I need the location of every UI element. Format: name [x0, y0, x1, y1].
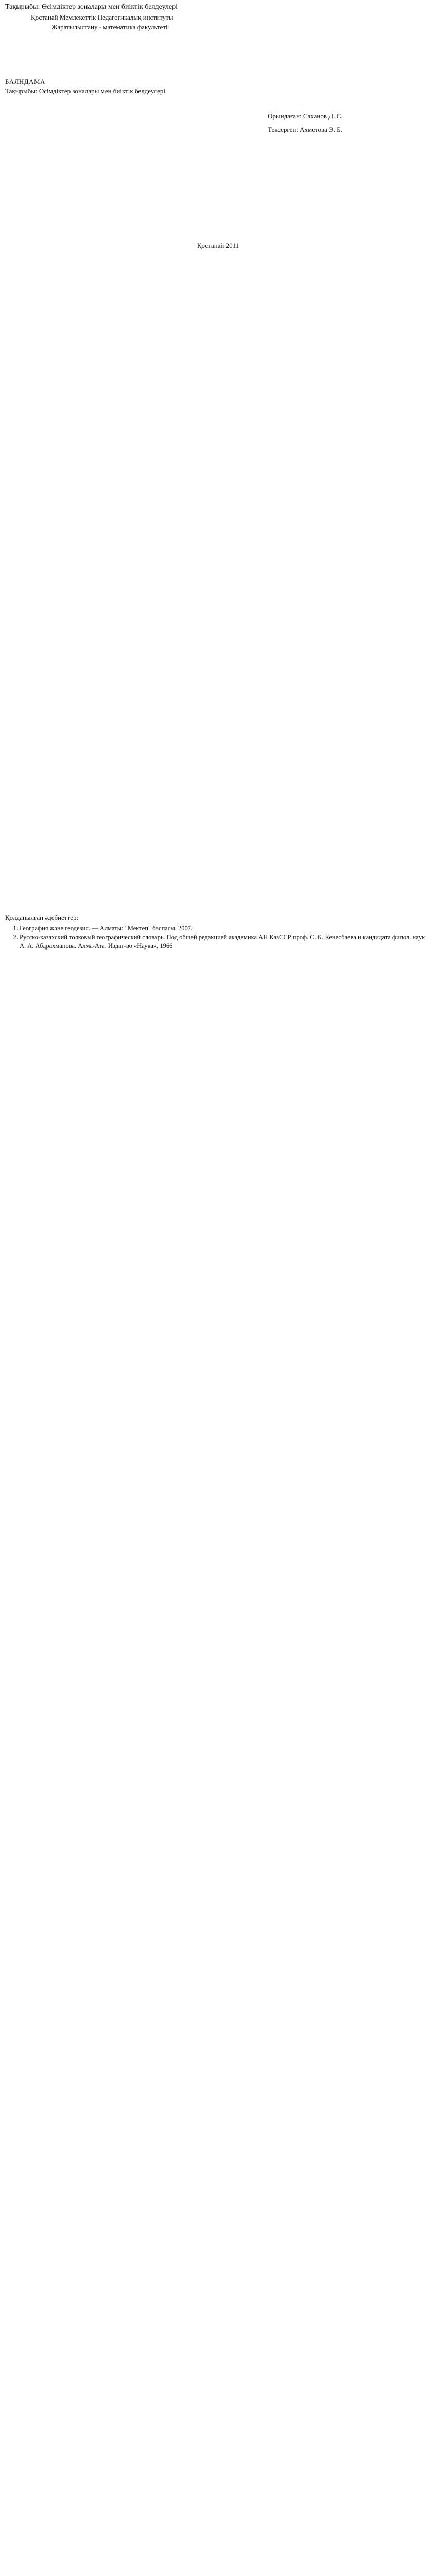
body-paragraph — [5, 805, 431, 814]
body-paragraph — [5, 256, 431, 265]
references-heading: Қолданылған әдебиеттер: — [5, 913, 79, 921]
document-topic-header: Тақырыбы: Өсімдіктер зоналары мен биіктік белдеулері — [5, 3, 178, 11]
body-paragraph — [5, 751, 431, 760]
body-paragraph — [5, 389, 431, 399]
body-paragraph — [5, 724, 431, 734]
body-paragraph — [5, 497, 431, 506]
body-paragraph — [5, 590, 431, 600]
body-paragraph — [5, 738, 431, 747]
reference-item: 1. География және геодезия. — Алматы: "Мектеп" баспасы, 2007. — [20, 924, 431, 933]
body-paragraph — [5, 403, 431, 412]
body-paragraph — [5, 323, 431, 332]
body-paragraph — [5, 443, 431, 452]
faculty-name: Жаратылыстану - математика факультеті — [51, 23, 168, 31]
body-paragraph — [5, 631, 431, 640]
body-paragraph — [5, 872, 431, 881]
body-paragraph — [5, 778, 431, 787]
body-paragraph — [5, 456, 431, 466]
body-paragraph — [5, 349, 431, 359]
body-paragraph — [5, 296, 431, 305]
document-type: БАЯНДАМА — [5, 78, 45, 86]
references-section — [5, 913, 431, 951]
institution-name: Қостанай Мемлекеттік Педагогикалық институты — [31, 13, 173, 21]
body-paragraph — [5, 765, 431, 774]
body-paragraph — [5, 363, 431, 372]
body-paragraph — [5, 577, 431, 586]
body-paragraph — [5, 550, 431, 560]
authors-block — [5, 111, 431, 135]
body-paragraph — [5, 791, 431, 801]
body-paragraph — [5, 858, 431, 868]
body-paragraph — [5, 470, 431, 479]
body-paragraph — [5, 376, 431, 385]
body-paragraph — [5, 483, 431, 493]
body-paragraph — [5, 644, 431, 653]
references-list — [5, 924, 431, 951]
body-paragraph — [5, 309, 431, 318]
performer-name: Орындаған: Саханов Д. С. — [268, 112, 343, 120]
body-paragraph — [5, 523, 431, 533]
body-paragraph — [5, 282, 431, 292]
body-paragraph — [5, 510, 431, 519]
checker-name: Тексерген: Ахметова Э. Б. — [268, 126, 342, 133]
body-text — [5, 256, 431, 894]
body-paragraph — [5, 684, 431, 693]
body-paragraph — [5, 416, 431, 426]
body-paragraph — [5, 671, 431, 680]
body-paragraph — [5, 885, 431, 894]
spacer — [5, 32, 431, 77]
body-paragraph — [5, 537, 431, 546]
spacer — [5, 138, 431, 241]
body-paragraph — [5, 845, 431, 854]
body-paragraph — [5, 336, 431, 345]
body-paragraph — [5, 617, 431, 626]
body-paragraph — [5, 604, 431, 613]
body-paragraph — [5, 657, 431, 667]
document-topic: Тақырыбы: Өсімдіктер зоналары мен биіктік белдеулері — [5, 87, 166, 95]
body-paragraph — [5, 698, 431, 707]
body-paragraph — [5, 430, 431, 439]
reference-item: 2. Русско-казахский толковый географический словарь. Под общей редакцией академика АН КазССР проф. С. К. Кенесбаева и кандидата филол. наук А. А. Абдрахманова. Алма-Ата. Издат-во «Наука», 1966 — [20, 933, 431, 951]
body-paragraph — [5, 818, 431, 827]
body-paragraph — [5, 832, 431, 841]
body-paragraph — [5, 269, 431, 278]
city-year: Қостанай 2011 — [197, 242, 239, 249]
body-paragraph — [5, 564, 431, 573]
body-paragraph — [5, 711, 431, 720]
